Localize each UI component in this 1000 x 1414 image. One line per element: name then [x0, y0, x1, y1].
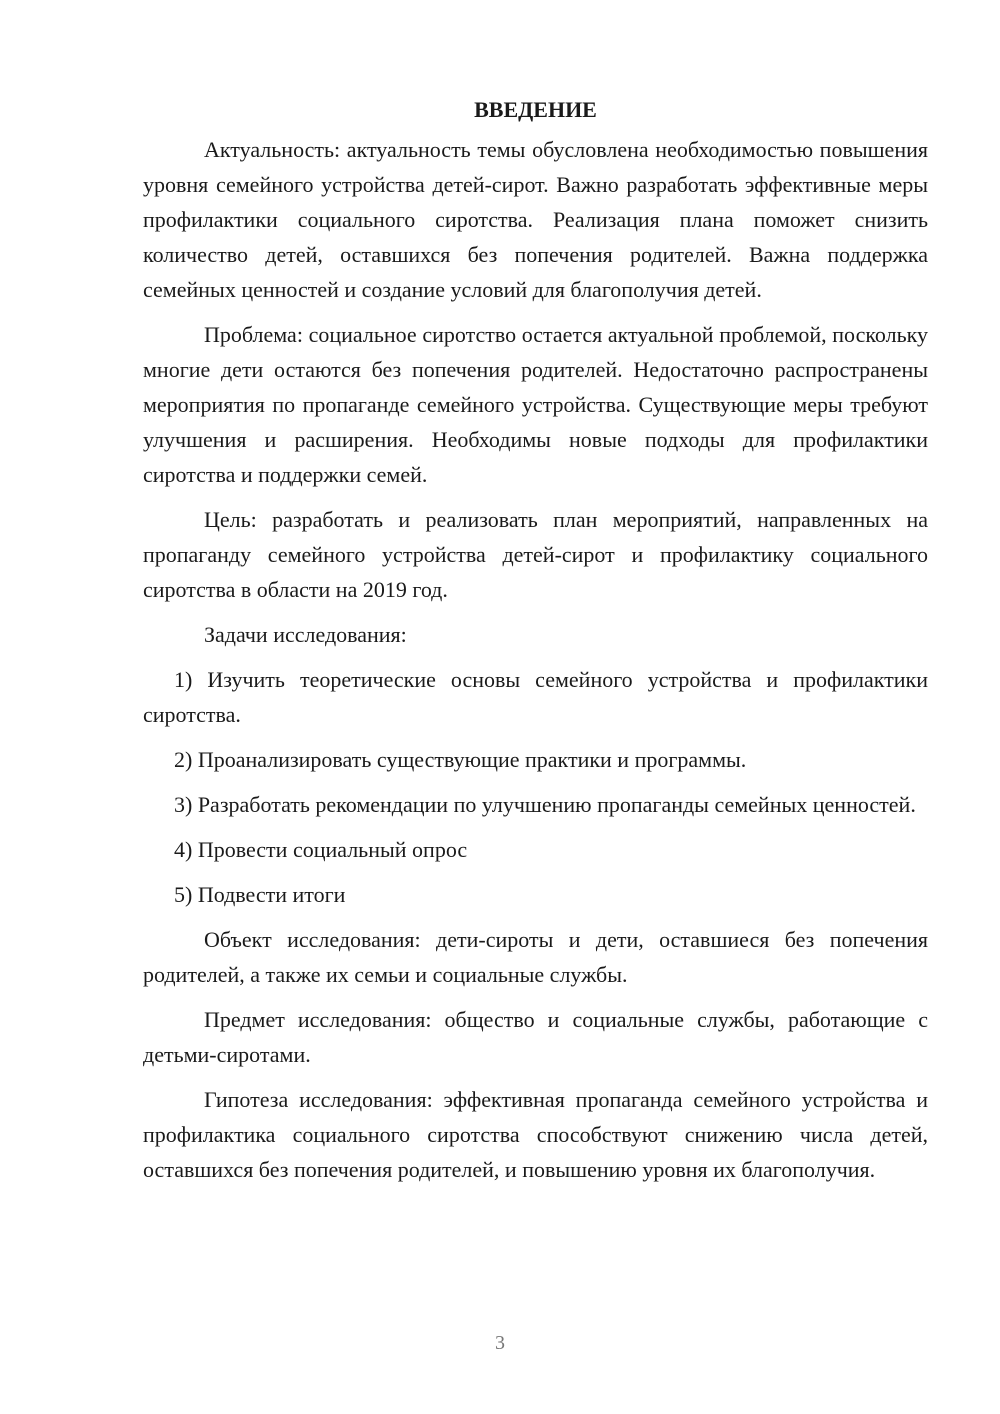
document-body	[143, 92, 928, 1197]
task-item-5: 5) Подвести итоги	[174, 882, 346, 907]
task-item-1: 1) Изучить теоретические основы семейного устройства и профилактики сиротства.	[143, 667, 928, 727]
task-item-3: 3) Разработать рекомендации по улучшению пропаганды семейных ценностей.	[174, 792, 916, 817]
paragraph-goal: Цель: разработать и реализовать план мероприятий, направленных на пропаганду семейного устройства детей-сирот и профилактику социального сиротства в области на 2019 год.	[143, 507, 928, 602]
task-item-2: 2) Проанализировать существующие практики и программы.	[174, 747, 747, 772]
tasks-heading: Задачи исследования:	[204, 622, 407, 647]
paragraph-object: Объект исследования: дети-сироты и дети, оставшиеся без попечения родителей, а также их семьи и социальные службы.	[143, 927, 928, 987]
paragraph-subject: Предмет исследования: общество и социальные службы, работающие с детьми-сиротами.	[143, 1007, 928, 1067]
paragraph-problem: Проблема: социальное сиротство остается актуальной проблемой, поскольку многие дети остаются без попечения родителей. Недостаточно распространены мероприятия по пропаганде семейного устройства. Существующие меры требуют улучшения и расширения. Необходимы новые подходы для профилактики сиротства и поддержки семей.	[143, 322, 928, 487]
paragraph-relevance: Актуальность: актуальность темы обусловлена необходимостью повышения уровня семейного устройства детей-сирот. Важно разработать эффективные меры профилактики социального сиротства. Реализация плана поможет снизить количество детей, оставшихся без попечения родителей. Важна поддержка семейных ценностей и создание условий для благополучия детей.	[143, 137, 928, 302]
paragraph-hypothesis: Гипотеза исследования: эффективная пропаганда семейного устройства и профилактика социального сиротства способствуют снижению числа детей, оставшихся без попечения родителей, и повышению уровня их благополучия.	[143, 1087, 928, 1182]
page-number: 3	[495, 1332, 505, 1354]
page-title: ВВЕДЕНИЕ	[474, 97, 597, 122]
task-item-4: 4) Провести социальный опрос	[174, 837, 468, 862]
